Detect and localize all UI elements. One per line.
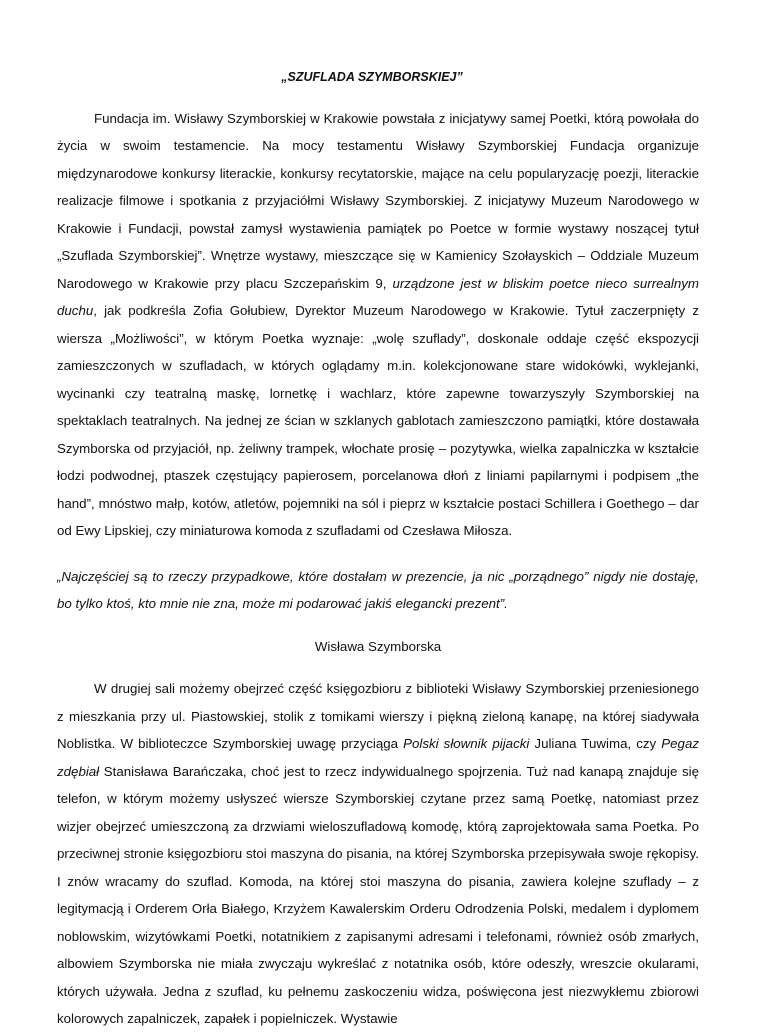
document-page [57,64,699,1033]
paragraph-second-room [57,675,699,1033]
book-title-pegaz: Pegaz zdębiał [57,736,699,779]
paragraph-intro-text-2: , jak podkreśla Zofia Gołubiew, Dyrektor Muzeum Narodowego w Krakowie. Tytuł zaczerpnięty z wiersza „Możliwości”, w którym Poetka wyznaje: „wolę szuflady”, doskonale oddaje część ekspozycji zamieszczonych w szufladach, w których oglądamy m.in. kolekcjonowane stare widokówki, wyklejanki, wycinanki czy teatralną maskę, lornetkę i wachlarz, które zapewne towarzyszyły Szymborskiej na spektaklach teatralnych. Na jednej ze ścian w szklanych gablotach zamieszczono pamiątki, które dostawała Szymborska od przyjaciół, np. żeliwny trampek, włochate prosię – pozytywka, wielka zapalniczka w kształcie łodzi podwodnej, ptaszek częstujący papierosem, porcelanowa dłoń z liniami papilarnymi i podpisem „the hand”, mnóstwo małp, kotów, atletów, pojemniki na sól i pieprz w kształcie postaci Schillera i Goethego – dar od Ewy Lipskiej, czy miniaturowa komoda z szufladami od Czesława Miłosza. [57,303,699,538]
book-title-slownik: Polski słownik pijacki [403,736,530,751]
paragraph-intro-text-1: Fundacja im. Wisławy Szymborskiej w Krakowie powstała z inicjatywy samej Poetki, którą powołała do życia w swoim testamencie. Na mocy testamentu Wisławy Szymborskiej Fundacja organizuje międzynarodowe konkursy literackie, konkursy recytatorskie, mające na celu popularyzację poezji, literackie realizacje filmowe i spotkania z przyjaciółmi Wisławy Szymborskiej. Z inicjatywy Muzeum Narodowego w Krakowie i Fundacji, powstał zamysł wystawienia pamiątek po Poetce w formie wystawy noszącej tytuł „Szuflada Szymborskiej”. Wnętrze wystawy, mieszczące się w Kamienicy Szołayskich – Oddziale Muzeum Narodowego w Krakowie przy placu Szczepańskim 9, [57,110,699,291]
paragraph-intro-italic-quote: urządzone jest w bliskim poetce nieco surrealnym duchu [57,275,699,318]
document-title: „SZUFLADA SZYMBORSKIEJ” [281,70,463,84]
paragraph-intro [57,105,699,545]
paragraph-second-text-3: Stanisława Barańczaka, choć jest to rzecz indywidualnego spojrzenia. Tuż nad kanapą znajduje się telefon, w którym możemy usłyszeć wiersze Szymborskiej czytane przez samą Poetkę, natomiast przez wizjer obejrzeć umieszczoną za drzwiami wieloszufladową komodę, którą zaprojektowała sama Poetka. Po przeciwnej stronie księgozbioru stoi maszyna do pisania, na której Szymborska przepisywała swoje rękopisy. I znów wracamy do szuflad. Komoda, na której stoi maszyna do pisania, zawiera kolejne szuflady – z legitymacją i Orderem Orła Białego, Krzyżem Kawalerskim Orderu Odrodzenia Polski, medalem i dyplomem noblowskim, wizytówkami Poetki, notatnikiem z zapisanymi adresami i telefonami, również osób zmarłych, albowiem Szymborska nie miała zwyczaju wykreślać z notatnika osób, które odeszły, wreszcie okularami, których używała. Jedna z szuflad, ku pełnemu zaskoczeniu widza, poświęcona jest niezwykłemu zbiorowi kolorowych zapalniczek, zapałek i popielniczek. Wystawie [57,763,699,1026]
paragraph-second-text-2: Juliana Tuwima, czy [529,736,662,751]
paragraph-second-text-1: W drugiej sali możemy obejrzeć część księgozbioru z biblioteki Wisławy Szymborskiej przeniesionego z mieszkania przy ul. Piastowskiej, stolik z tomikami wierszy i piękną zieloną kanapę, na której siadywała Noblistka. W biblioteczce Szymborskiej uwagę przyciąga [57,681,699,751]
quote-signature: Wisława Szymborska [314,638,442,654]
poet-quote: „Najczęściej są to rzeczy przypadkowe, które dostałam w prezencie, ja nic „porządnego” nigdy nie dostaję, bo tylko ktoś, kto mnie nie zna, może mi podarować jakiś elegancki prezent”. [57,568,699,611]
